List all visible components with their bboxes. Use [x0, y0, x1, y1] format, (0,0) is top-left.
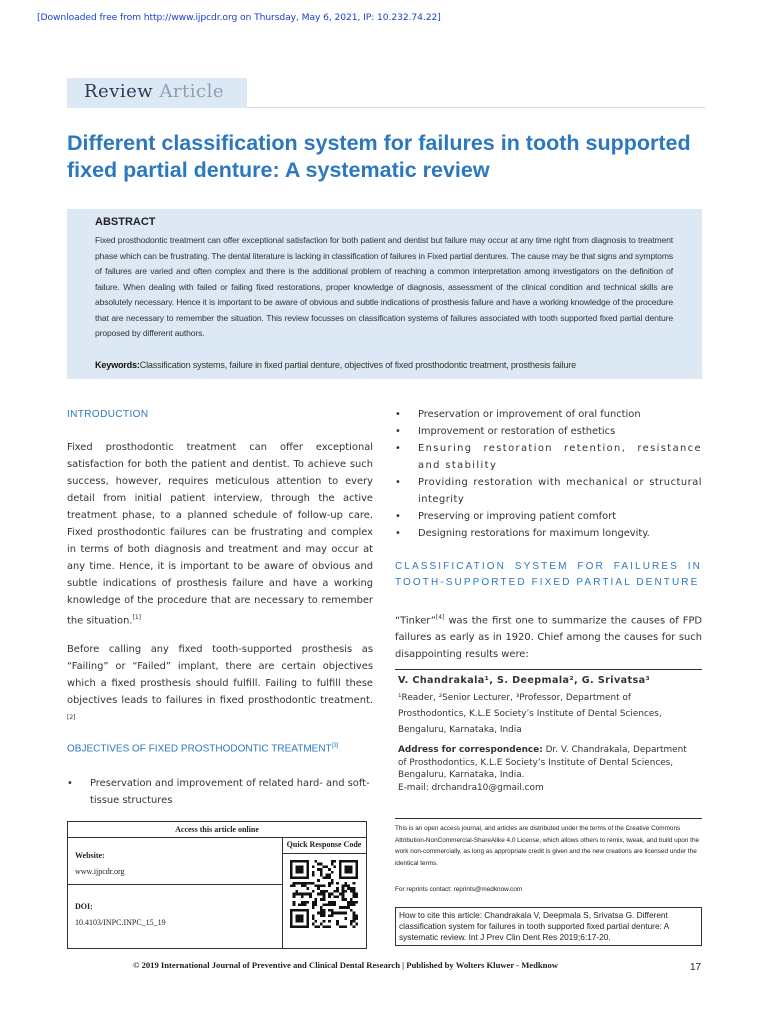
section-tag-review: Review — [84, 81, 154, 102]
intro-p2-text: Before calling any fixed tooth-supported prosthesis as “Failing” or “Failed” implant, there are certain objectives which a fixed prosthesis should fulfill. Failing to fulfill these objectives leads to failures in fixed prosthodontic treatment. — [67, 644, 373, 706]
objectives-heading-text: OBJECTIVES OF FIXED PROSTHODONTIC TREATMENT — [67, 743, 332, 755]
website-label: Website: — [75, 851, 105, 860]
section-tag-rule — [247, 107, 705, 108]
keywords-text: Classification systems, failure in fixed partial denture, objectives of fixed prosthodontic treatment, prosthesis failure — [139, 360, 576, 370]
classification-paragraph — [395, 609, 702, 663]
objectives-list-left — [67, 775, 373, 809]
intro-p1-ref: [1] — [132, 614, 141, 621]
intro-paragraph-2 — [67, 641, 373, 729]
list-item: • Preservation or improvement of oral function — [395, 406, 702, 423]
license-text: This is an open access journal, and articles are distributed under the terms of the Creative Commons Attribution-NonCommercial-ShareAlike 4.0 License, which allows others to remix, tweak, and build upon the work non-commercially, as long as appropriate credit is given and the new creations are licensed under the identical terms. — [395, 825, 700, 867]
objectives-heading — [67, 743, 338, 754]
doi-value: 10.4103/INPC.INPC_15_19 — [75, 918, 166, 927]
section-tag-article: Article — [159, 81, 225, 102]
article-title: Different classification system for failures in tooth supported fixed partial denture: A systematic review — [67, 131, 691, 182]
author-rule — [395, 669, 702, 670]
email[interactable]: E-mail: drchandra10@gmail.com — [398, 782, 544, 793]
access-hline — [68, 884, 282, 885]
keywords-line — [95, 360, 695, 370]
qr-label: Quick Response Code — [282, 837, 366, 854]
correspondence-text: Dr. V. Chandrakala, Department of Prosthodontics, K.L.E Society’s Institute of Dental Sciences, Bengaluru, Karnataka, India. — [398, 745, 687, 780]
footer-text: © 2019 International Journal of Preventive and Clinical Dental Research | Published by Wolters Kluwer - Medknow — [133, 960, 558, 970]
list-item: • Providing restoration with mechanical or structural integrity — [395, 474, 702, 508]
objectives-heading-ref: [3] — [331, 743, 339, 749]
intro-heading: INTRODUCTION — [67, 409, 149, 420]
abstract-box — [67, 209, 702, 379]
list-item: • Designing restorations for maximum longevity. — [395, 525, 702, 542]
keywords-label: Keywords: — [95, 360, 140, 370]
access-header: Access this article online — [68, 822, 366, 838]
section-tag — [67, 78, 247, 108]
download-note: [Downloaded free from http://www.ijpcdr.org on Thursday, May 6, 2021, IP: 10.232.74.22] — [37, 12, 441, 23]
classification-p-start: “Tinker” — [395, 615, 436, 627]
page-number: 17 — [690, 962, 702, 973]
intro-p2-ref: [2] — [67, 714, 76, 721]
list-item: • Improvement or restoration of esthetics — [395, 423, 702, 440]
qr-code-icon[interactable] — [290, 860, 358, 928]
doi-label: DOI: — [75, 902, 93, 911]
correspondence-label: Address for correspondence: — [398, 745, 543, 755]
license-rule — [395, 818, 702, 819]
author-names: V. Chandrakala¹, S. Deepmala², G. Srivatsa³ — [398, 675, 651, 686]
list-item: • Preserving or improving patient comfort — [395, 508, 702, 525]
classification-heading: CLASSIFICATION SYSTEM FOR FAILURES IN TOOTH-SUPPORTED FIXED PARTIAL DENTURE — [395, 561, 702, 588]
classification-ref: [4] — [435, 614, 445, 621]
list-item: • Preservation and improvement of related hard- and soft-tissue structures — [67, 775, 373, 809]
intro-p1-text: Fixed prosthodontic treatment can offer exceptional satisfaction for both the patient and dentist. To achieve such success, however, requires meticulous attention to every detail from initial patient interview, through the active treatment phase, to a planned schedule of follow-up care. Fixed prosthodontic failures can be frustrating and complex in terms of both diagnosis and treatment and may occur at any time. Hence, it is important to be aware of obvious and subtle indications of prosthesis failure and have a working knowledge of the procedure that are necessary to remember the situation. — [67, 442, 373, 627]
classification-p-rest: was the first one to summarize the causes of FPD failures as early as in 1920. Chief among the causes for such disappointing results were: — [395, 615, 702, 661]
website-link[interactable]: www.ijpcdr.org — [75, 867, 125, 876]
abstract-text: Fixed prosthodontic treatment can offer exceptional satisfaction for both patient and dentist but failure may occur at any time right from diagnosis to treatment phase which can be frustrating. The dental literature is lacking in classification of failures in Fixed partial dentures. The cause may be that signs and symptoms of failures are varied and often complex and there is the additional problem of reaching a common interpretation among investigators on the definition of failure. When dealing with failed or failing fixed restorations, proper knowledge of diagnosis, assessment of the clinical condition and technical skills are absolutely necessary. Hence it is important to be aware of obvious and subtle indications of prosthesis failure and have a working knowledge of the procedure that are necessary to remember the situation. This review focusses on classification systems of failures associated with tooth supported fixed partial denture proposed by different authors. — [95, 235, 673, 338]
abstract-heading: ABSTRACT — [95, 216, 156, 228]
correspondence — [398, 744, 698, 794]
objectives-list-right — [395, 406, 702, 542]
reprints-text: For reprints contact: reprints@medknow.com — [395, 886, 523, 893]
citation-box: How to cite this article: Chandrakala V, Deepmala S, Srivatsa G. Different classification system for failures in tooth supported fixed partial denture: A systematic review. Int J Prev Clin Dent Res 2019;6:17-20. — [395, 907, 702, 946]
list-item: • Ensuring restoration retention, resistance and stability — [395, 440, 702, 474]
access-box — [67, 821, 367, 949]
author-affiliation: ¹Reader, ²Senior Lecturer, ³Professor, Department of Prosthodontics, K.L.E Society’s Institute of Dental Sciences, Bengaluru, Karnataka, India — [398, 693, 662, 735]
intro-paragraph-1 — [67, 439, 373, 629]
